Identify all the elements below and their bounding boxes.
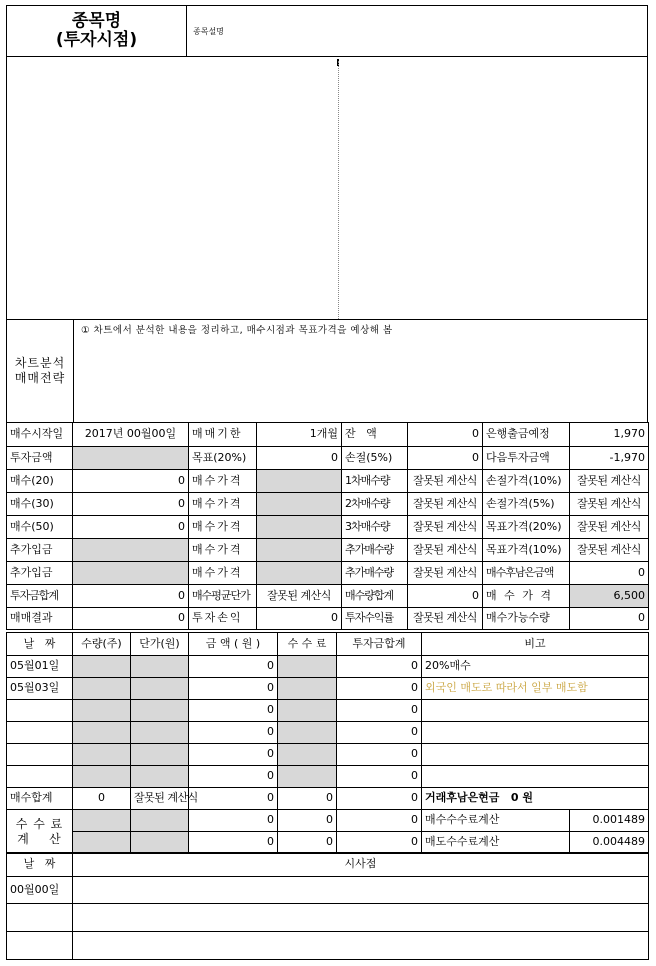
buy-50-value[interactable]: 0	[73, 516, 189, 539]
summary-row-2	[7, 447, 649, 470]
trade-header-total: 투자금합계	[337, 633, 422, 656]
sell-fee-calc-value[interactable]: 0.004489	[570, 832, 649, 854]
next-invest-value[interactable]: -1,970	[570, 447, 649, 470]
return-rate-value: 잘못된 계산식	[408, 608, 483, 630]
trade-note[interactable]: 20%매수	[422, 656, 649, 678]
fee-price[interactable]	[131, 832, 189, 854]
add-qty-2-value: 잘못된 계산식	[408, 562, 483, 585]
notes-grid	[6, 852, 648, 960]
strategy-label	[7, 320, 74, 422]
invest-total-label: 투자금합계	[7, 585, 73, 608]
trade-amount: 0	[189, 766, 278, 788]
trade-header-note: 비고	[422, 633, 649, 656]
fee-calc-label	[7, 810, 73, 854]
buy-price-label: 매수가격	[189, 516, 257, 539]
trade-date[interactable]	[7, 744, 73, 766]
note-text[interactable]	[73, 877, 649, 904]
buy-price-3-value[interactable]	[257, 516, 342, 539]
trade-total: 0	[337, 656, 422, 678]
trade-date[interactable]	[7, 722, 73, 744]
add-deposit-label: 추가입금	[7, 539, 73, 562]
buy-sum-price: 잘못된 계산식	[131, 788, 189, 810]
stop-loss-value[interactable]: 0	[408, 447, 483, 470]
trade-price[interactable]	[131, 678, 189, 700]
notes-header-date: 날 짜	[7, 853, 73, 877]
fee-fee: 0	[278, 832, 337, 854]
trade-header-qty: 수량(주)	[73, 633, 131, 656]
trade-fee[interactable]	[278, 656, 337, 678]
available-qty-label: 매수가능수량	[483, 608, 570, 630]
summary-row-1	[7, 423, 649, 447]
trade-date[interactable]: 05월03일	[7, 678, 73, 700]
remaining-cash: 거래후남은현금 0 원	[422, 788, 649, 810]
trade-fee[interactable]	[278, 744, 337, 766]
summary-row-7	[7, 562, 649, 585]
profit-loss-value: 0	[257, 608, 342, 630]
add-qty-1-label: 추가매수량	[342, 539, 408, 562]
fee-fee: 0	[278, 810, 337, 832]
buy-sum-label: 매수합계	[7, 788, 73, 810]
fee-calc-label-line1: 수 수 료	[15, 816, 64, 831]
trade-price[interactable]	[131, 722, 189, 744]
trade-qty[interactable]	[73, 700, 131, 722]
table-row	[7, 700, 649, 722]
note-date[interactable]	[7, 904, 73, 932]
trade-amount: 0	[189, 656, 278, 678]
add-deposit-2-value[interactable]	[73, 562, 189, 585]
trade-header-price: 단가(원)	[131, 633, 189, 656]
buy-20-value[interactable]: 0	[73, 470, 189, 493]
trade-amount: 0	[189, 700, 278, 722]
fee-calc-label-line2: 계 산	[17, 831, 62, 846]
table-row	[7, 722, 649, 744]
buy-sum-amount: 0	[189, 788, 278, 810]
trade-fee[interactable]	[278, 766, 337, 788]
trade-amount: 0	[189, 678, 278, 700]
stop-price-5-label: 손절가격(5%)	[483, 493, 570, 516]
stock-name-title: 종목명	[71, 11, 122, 31]
trade-fee[interactable]	[278, 700, 337, 722]
note-date[interactable]	[7, 932, 73, 960]
trade-amount: 0	[189, 744, 278, 766]
summary-row-5	[7, 516, 649, 539]
trade-qty[interactable]	[73, 766, 131, 788]
invest-total-value: 0	[73, 585, 189, 608]
fee-qty[interactable]	[73, 832, 131, 854]
fee-amount: 0	[189, 810, 278, 832]
fee-price[interactable]	[131, 810, 189, 832]
total-qty-label: 매수량합계	[342, 585, 408, 608]
note-text[interactable]	[73, 932, 649, 960]
summary-grid	[6, 422, 648, 630]
notes-header-row	[7, 853, 649, 877]
buy-20-label: 매수(20)	[7, 470, 73, 493]
trade-note[interactable]	[422, 744, 649, 766]
trade-qty[interactable]	[73, 744, 131, 766]
start-date-label: 매수시작일	[7, 423, 73, 447]
trade-header-fee: 수 수 료	[278, 633, 337, 656]
chart-divider	[338, 61, 340, 319]
target-price-10-label: 목표가격(10%)	[483, 539, 570, 562]
table-row	[7, 656, 649, 678]
trade-result-value: 0	[73, 608, 189, 630]
buy-price-main-value[interactable]: 6,500	[570, 585, 649, 608]
stock-description: 종목설명	[193, 27, 224, 36]
add-qty-1-value: 잘못된 계산식	[408, 539, 483, 562]
trade-price[interactable]	[131, 700, 189, 722]
qty-1-value: 잘못된 계산식	[408, 470, 483, 493]
sell-fee-calc-label: 매도수수료계산	[422, 832, 570, 854]
buy-30-value[interactable]: 0	[73, 493, 189, 516]
trade-result-label: 매매결과	[7, 608, 73, 630]
strategy-label-line1: 차트분석	[14, 356, 66, 370]
buy-sum-fee: 0	[278, 788, 337, 810]
trade-date[interactable]: 05월01일	[7, 656, 73, 678]
trade-grid	[6, 632, 648, 854]
buy-30-label: 매수(30)	[7, 493, 73, 516]
buy-price-main-label: 매 수 가 격	[483, 585, 570, 608]
balance-value[interactable]: 0	[408, 423, 483, 447]
stock-title-box	[6, 5, 187, 57]
summary-row-4	[7, 493, 649, 516]
buy-fee-calc-value[interactable]: 0.001489	[570, 810, 649, 832]
list-item	[7, 904, 649, 932]
trade-note[interactable]	[422, 700, 649, 722]
add-deposit-1-value[interactable]	[73, 539, 189, 562]
trade-header-row	[7, 633, 649, 656]
trade-qty[interactable]	[73, 656, 131, 678]
trade-fee[interactable]	[278, 678, 337, 700]
profit-loss-label: 투자손익	[189, 608, 257, 630]
list-item	[7, 877, 649, 904]
trade-date[interactable]	[7, 766, 73, 788]
buy-price-label: 매수가격	[189, 493, 257, 516]
trade-total: 0	[337, 678, 422, 700]
add-deposit-label: 추가입금	[7, 562, 73, 585]
buy-sum-row	[7, 788, 649, 810]
note-date[interactable]: 00월00일	[7, 877, 73, 904]
buy-price-5-value[interactable]	[257, 562, 342, 585]
stop-price-10-label: 손절가격(10%)	[483, 470, 570, 493]
fee-calc-row-2	[7, 832, 649, 854]
strategy-section	[6, 319, 648, 423]
fee-total: 0	[337, 832, 422, 854]
target-value[interactable]: 0	[257, 447, 342, 470]
trade-header-date: 날 짜	[7, 633, 73, 656]
stop-price-5-value: 잘못된 계산식	[570, 493, 649, 516]
summary-row-6	[7, 539, 649, 562]
fee-calc-row-1	[7, 810, 649, 832]
trade-note[interactable]	[422, 766, 649, 788]
trade-date[interactable]	[7, 700, 73, 722]
buy-price-label: 매수가격	[189, 470, 257, 493]
trade-note[interactable]: 외국인 매도로 따라서 일부 매도함	[422, 678, 649, 700]
investment-timing-title: (투자시점)	[55, 30, 138, 50]
buy-price-label: 매수가격	[189, 539, 257, 562]
buy-50-label: 매수(50)	[7, 516, 73, 539]
trade-total: 0	[337, 766, 422, 788]
qty-3-label: 3차매수량	[342, 516, 408, 539]
target-label: 목표(20%)	[189, 447, 257, 470]
stock-description-box	[186, 5, 648, 57]
trade-total: 0	[337, 722, 422, 744]
buy-sum-total: 0	[337, 788, 422, 810]
summary-row-3	[7, 470, 649, 493]
buy-price-4-value[interactable]	[257, 539, 342, 562]
balance-label: 잔 액	[342, 423, 408, 447]
period-label: 매매기한	[189, 423, 257, 447]
total-qty-value: 0	[408, 585, 483, 608]
avg-price-value: 잘못된 계산식	[257, 585, 342, 608]
period-value[interactable]: 1개월	[257, 423, 342, 447]
fee-total: 0	[337, 810, 422, 832]
table-row	[7, 678, 649, 700]
target-price-10-value: 잘못된 계산식	[570, 539, 649, 562]
start-date-value[interactable]: 2017년 00월00일	[73, 423, 189, 447]
qty-2-value: 잘못된 계산식	[408, 493, 483, 516]
invest-amount-value[interactable]	[73, 447, 189, 470]
buy-fee-calc-label: 매수수수료계산	[422, 810, 570, 832]
buy-price-1-value[interactable]	[257, 470, 342, 493]
invest-amount-label: 투자금액	[7, 447, 73, 470]
add-qty-2-label: 추가매수량	[342, 562, 408, 585]
qty-1-label: 1차매수량	[342, 470, 408, 493]
trade-price[interactable]	[131, 744, 189, 766]
trade-fee[interactable]	[278, 722, 337, 744]
stop-loss-label: 손절(5%)	[342, 447, 408, 470]
list-item	[7, 932, 649, 960]
return-rate-label: 투자수익률	[342, 608, 408, 630]
notes-header-point: 시사점	[73, 853, 649, 877]
bank-withdraw-label: 은행출금예정	[483, 423, 570, 447]
table-row	[7, 766, 649, 788]
remaining-after-buy-value: 0	[570, 562, 649, 585]
buy-sum-qty: 0	[73, 788, 131, 810]
trade-price[interactable]	[131, 656, 189, 678]
fee-amount: 0	[189, 832, 278, 854]
trade-qty[interactable]	[73, 722, 131, 744]
next-invest-label: 다음투자금액	[483, 447, 570, 470]
trade-price[interactable]	[131, 766, 189, 788]
remaining-after-buy-label: 매수후남은금액	[483, 562, 570, 585]
available-qty-value: 0	[570, 608, 649, 630]
bank-withdraw-value[interactable]: 1,970	[570, 423, 649, 447]
trade-note[interactable]	[422, 722, 649, 744]
trade-amount: 0	[189, 722, 278, 744]
table-row	[7, 744, 649, 766]
note-text[interactable]	[73, 904, 649, 932]
avg-price-label: 매수평균단가	[189, 585, 257, 608]
stop-price-10-value: 잘못된 계산식	[570, 470, 649, 493]
buy-price-label: 매수가격	[189, 562, 257, 585]
trade-header-amount: 금 액 ( 원 )	[189, 633, 278, 656]
summary-row-8	[7, 585, 649, 608]
buy-price-2-value[interactable]	[257, 493, 342, 516]
strategy-text[interactable]: ① 차트에서 분석한 내용을 정리하고, 매수시점과 목표가격을 예상해 봄	[81, 325, 393, 336]
chart-area	[6, 56, 648, 320]
target-price-20-value: 잘못된 계산식	[570, 516, 649, 539]
summary-row-9	[7, 608, 649, 630]
target-price-20-label: 목표가격(20%)	[483, 516, 570, 539]
qty-2-label: 2차매수량	[342, 493, 408, 516]
trade-total: 0	[337, 744, 422, 766]
qty-3-value: 잘못된 계산식	[408, 516, 483, 539]
trade-qty[interactable]	[73, 678, 131, 700]
fee-qty[interactable]	[73, 810, 131, 832]
trade-total: 0	[337, 700, 422, 722]
strategy-label-line2: 매매전략	[14, 371, 66, 385]
